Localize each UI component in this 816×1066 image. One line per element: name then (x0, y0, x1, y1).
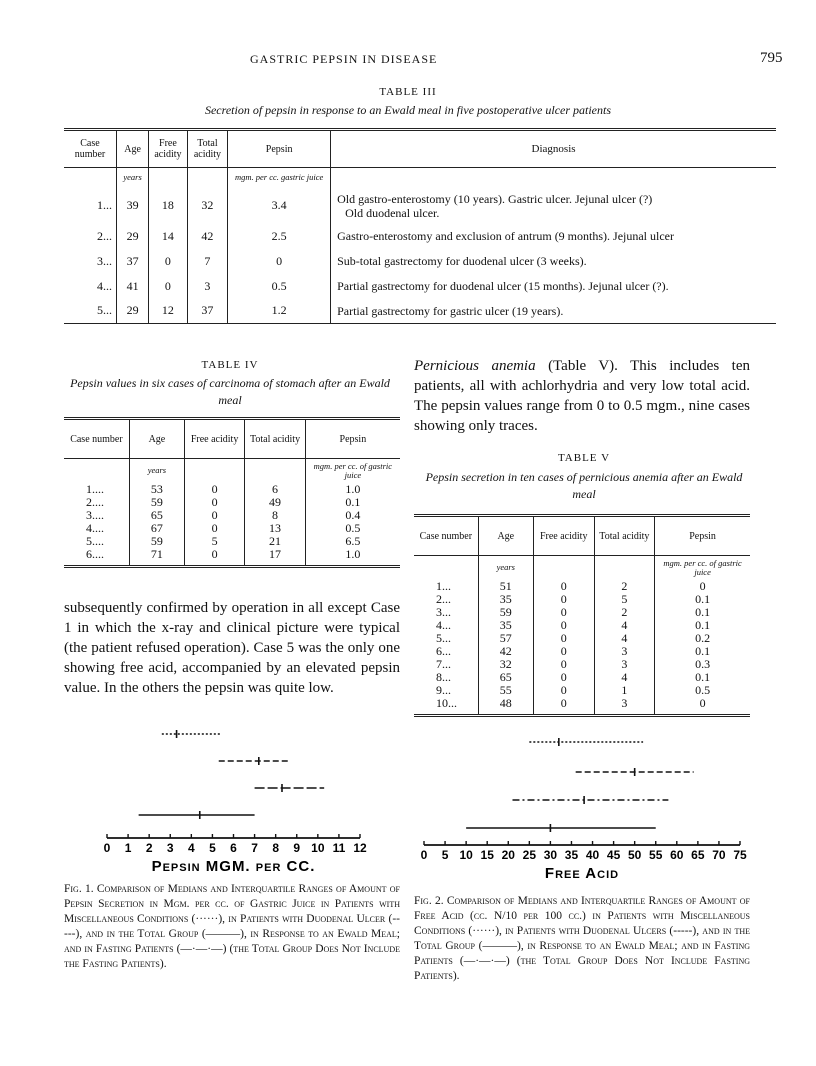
fig1-tick-label: 4 (187, 841, 195, 855)
table4-cell-pepsin: 1.0 (345, 546, 361, 561)
table5-cell-age: 65 (478, 671, 533, 684)
table4-cell-pepsin: 0.5 (345, 520, 361, 535)
t3-cell-diagnosis (331, 274, 776, 299)
table4-cell-total: 8 (245, 509, 305, 522)
table5-row (414, 684, 750, 697)
table4-cell-total: 49 (245, 496, 305, 509)
t4-col-case: Case number (64, 419, 129, 459)
fig2-tick-label: 10 (459, 848, 473, 862)
table5-row (414, 619, 750, 632)
table5-cell-total: 4 (594, 619, 655, 632)
table4-cell-free: 0 (184, 548, 244, 561)
table5-cell-total: 4 (594, 671, 655, 684)
table5-bottom-rule (414, 710, 750, 716)
fig1-tick-label: 7 (251, 841, 258, 855)
right-paragraph-lead: Pernicious anemia (414, 358, 536, 374)
table4-cell-free: 0 (184, 496, 244, 509)
t3-cell-age: 41 (116, 274, 148, 299)
t3-cell-case: 3... (64, 249, 116, 274)
table5-cell-pepsin: 0.1 (695, 643, 711, 658)
table4-cell-total: 13 (245, 522, 305, 535)
table4-cell-pepsin: 1.0 (345, 481, 361, 496)
t3-col-pepsin: Pepsin (228, 130, 331, 168)
t4-col-total: Total acidity (245, 419, 305, 459)
t3-cell-free: 0 (149, 249, 187, 274)
t3-col-diagnosis: Diagnosis (531, 142, 576, 155)
t3-unit-pepsin: mgm. per cc. gastric juice (228, 168, 331, 188)
t3-diagnosis-line1: Partial gastrectomy for gastric ulcer (19 years). (337, 303, 564, 318)
table4-cell-free: 5 (184, 535, 244, 548)
fig1-tick-label: 6 (230, 841, 237, 855)
t5-col-pepsin: Pepsin (689, 530, 716, 542)
table4-caption: Pepsin values in six cases of carcinoma of stomach after an Ewald meal (70, 376, 390, 407)
fig2-tick-label: 40 (585, 848, 600, 862)
table5-cell-total: 3 (594, 697, 655, 710)
t3-cell-pepsin: 1.2 (228, 299, 331, 324)
t3-diagnosis-line1: Sub-total gastrectomy for duodenal ulcer (3 weeks). (337, 254, 587, 268)
table5-row (414, 658, 750, 671)
table5-cell-age: 51 (478, 580, 533, 593)
t3-cell-free: 18 (149, 188, 187, 224)
table5-caption: Pepsin secretion in ten cases of pernicious anemia after an Ewald meal (425, 470, 743, 501)
table5-cell-free: 0 (533, 580, 594, 593)
table4-cell-age: 65 (129, 509, 184, 522)
fig2-tick-label: 30 (543, 848, 558, 862)
table5-cell-free: 0 (533, 645, 594, 658)
fig2-caption: Fig. 2. Comparison of Medians and Interquartile Ranges of Amount of Free Acid (cc. N/10 per 100 cc.) in Patients with Miscellaneous Conditions (······), in Patients with Duodenal Ulcers (-----), and in the Total Group (———), in Response to an Ewald Meal; and in Fasting Patients (—·—·—) (the Total Group Does Not Include Fasting Patients). (414, 895, 750, 982)
fig1-chart (60, 720, 400, 880)
t4-col-free: Free acidity (184, 419, 244, 459)
t3-cell-pepsin: 0 (228, 249, 331, 274)
table5-cell-total: 2 (594, 606, 655, 619)
t3-cell-total: 32 (187, 188, 228, 224)
fig2-tick-label: 50 (627, 848, 642, 862)
table5-cell-age: 59 (478, 606, 533, 619)
fig2-tick-label: 45 (606, 848, 621, 862)
table4-cell-age: 67 (129, 522, 184, 535)
table5-cell-case: 2... (414, 593, 478, 606)
t3-diagnosis-line1: Old gastro-enterostomy (10 years). Gastric ulcer. Jejunal ulcer (?) (337, 191, 653, 206)
table4-row (64, 483, 400, 496)
fig1-tick-label: 8 (272, 841, 280, 855)
fig2-series-duodenal-ulcer (576, 768, 694, 776)
table5-cell-total: 5 (594, 593, 655, 606)
table5-cell-pepsin: 0.2 (695, 630, 711, 645)
table4-cell-total: 6 (245, 483, 305, 496)
fig2-tick-label: 15 (480, 848, 494, 862)
fig1-tick-label: 9 (293, 841, 301, 855)
fig1-tick-label: 5 (209, 841, 216, 855)
fig2-tick-label: 75 (733, 848, 747, 862)
table4-cell-case: 6.... (64, 548, 129, 561)
t3-col-free: Free acidity (149, 130, 187, 168)
table4-row (64, 509, 400, 522)
table5-cell-pepsin: 0.1 (695, 591, 711, 606)
t4-unit-pepsin: mgm. per cc. of gastric juice (313, 460, 393, 480)
table5-cell-pepsin: 0.1 (695, 617, 711, 632)
table5-cell-total: 3 (594, 658, 655, 671)
fig1-series-fasting-patients (139, 811, 255, 819)
fig2-tick-label: 35 (564, 848, 579, 862)
t5-unit-age: years (478, 556, 533, 580)
table5-cell-age: 35 (478, 593, 533, 606)
table5-label: TABLE V (557, 452, 611, 464)
fig1-series-duodenal-ulcer (219, 757, 289, 765)
t3-cell-case: 5... (64, 299, 116, 324)
left-paragraph: subsequently confirmed by operation in all except Case 1 in which the x-ray and clinical picture were typical (the patient refused operation). Case 5 was the only one showing free acid, accompanied by an elevated pepsin value. In the others the pepsin was quite low. (64, 600, 400, 696)
table5-cell-pepsin: 0.1 (695, 604, 711, 619)
table5-cell-age: 57 (478, 632, 533, 645)
table4-cell-pepsin: 0.1 (345, 494, 361, 509)
table5-cell-age: 32 (478, 658, 533, 671)
table5-cell-free: 0 (533, 658, 594, 671)
fig2-tick-label: 25 (522, 848, 537, 862)
table5-cell-case: 9... (414, 684, 478, 697)
page-number: 795 (760, 50, 783, 66)
table3-caption: Secretion of pepsin in response to an Ewald meal in five postoperative ulcer patients (204, 103, 612, 117)
table4-cell-case: 1.... (64, 483, 129, 496)
table4-cell-case: 5.... (64, 535, 129, 548)
table5-cell-case: 5... (414, 632, 478, 645)
t3-cell-pepsin: 2.5 (228, 224, 331, 249)
table4-cell-total: 21 (245, 535, 305, 548)
fig2-tick-label: 60 (670, 848, 684, 862)
t3-row (64, 249, 776, 274)
table5-cell-total: 4 (594, 632, 655, 645)
table4-cell-free: 0 (184, 483, 244, 496)
fig1-series-miscellaneous-conditions (162, 730, 221, 738)
fig2-tick-label: 70 (712, 848, 726, 862)
table5-row (414, 593, 750, 606)
table5-cell-free: 0 (533, 684, 594, 697)
table4-cell-case: 4.... (64, 522, 129, 535)
t3-cell-total: 7 (187, 249, 228, 274)
table4-cell-age: 59 (129, 535, 184, 548)
table4-cell-pepsin: 6.5 (345, 533, 361, 548)
table5 (414, 514, 750, 717)
t4-col-pepsin: Pepsin (339, 433, 367, 445)
table5-cell-age: 48 (478, 697, 533, 710)
t5-col-age: Age (478, 516, 533, 556)
running-header: GASTRIC PEPSIN IN DISEASE (250, 52, 438, 66)
table4-cell-age: 71 (129, 548, 184, 561)
table5-cell-free: 0 (533, 619, 594, 632)
t3-cell-pepsin: 3.4 (228, 188, 331, 224)
table4-cell-age: 59 (129, 496, 184, 509)
fig1-tick-label: 12 (353, 841, 367, 855)
table4-cell-pepsin: 0.4 (345, 507, 361, 522)
table4-row (64, 548, 400, 561)
table4-bottom-rule (64, 561, 400, 567)
right-paragraph-rest: (Table V). This includes ten patients, all with achlorhydria and very low total acid. The pepsin values range from 0 to 0.5 mgm., nine cases showing only traces. (414, 358, 750, 434)
t3-cell-age: 29 (116, 299, 148, 324)
table5-cell-pepsin: 0.3 (695, 656, 711, 671)
table4-cell-case: 2.... (64, 496, 129, 509)
table5-cell-free: 0 (533, 671, 594, 684)
t3-cell-pepsin: 0.5 (228, 274, 331, 299)
fig1-tick-label: 3 (166, 841, 174, 855)
t3-diagnosis-line1: Gastro-enterostomy and exclusion of antrum (9 months). Jejunal ulcer (337, 229, 674, 243)
table5-cell-free: 0 (533, 593, 594, 606)
fig1-x-label: Pepsin MGM. per CC. (151, 858, 316, 875)
table5-row (414, 671, 750, 684)
table5-row (414, 606, 750, 619)
t3-cell-diagnosis (331, 249, 776, 274)
fig2-tick-label: 65 (691, 848, 705, 862)
t3-cell-case: 1... (64, 188, 116, 224)
table5-cell-case: 3... (414, 606, 478, 619)
table3 (64, 128, 776, 324)
table5-cell-case: 4... (414, 619, 478, 632)
t3-row (64, 274, 776, 299)
table5-cell-pepsin: 0.1 (695, 669, 711, 684)
fig1-tick-label: 0 (103, 841, 111, 855)
table5-cell-case: 10... (414, 697, 478, 710)
table5-cell-case: 7... (414, 658, 478, 671)
t3-row (64, 299, 776, 324)
table4-row (64, 522, 400, 535)
table5-cell-total: 1 (594, 684, 655, 697)
table5-row (414, 697, 750, 710)
fig1-series-total-group (255, 784, 325, 792)
t5-col-total: Total acidity (594, 516, 655, 556)
table5-row (414, 645, 750, 658)
table4-label: TABLE IV (201, 359, 259, 371)
t5-unit-pepsin: mgm. per cc. of gastric juice (663, 557, 742, 577)
fig1-tick-label: 10 (311, 841, 325, 855)
t3-cell-free: 14 (149, 224, 187, 249)
table4-cell-age: 53 (129, 483, 184, 496)
table5-cell-total: 2 (594, 580, 655, 593)
t3-cell-total: 37 (187, 299, 228, 324)
t3-cell-diagnosis (331, 188, 776, 224)
t3-cell-total: 42 (187, 224, 228, 249)
t3-cell-diagnosis (331, 299, 776, 324)
t3-col-total: Total acidity (187, 130, 228, 168)
table3-label: TABLE III (379, 86, 437, 98)
t5-col-case: Case number (414, 516, 478, 556)
fig2-series-miscellaneous-conditions (529, 738, 643, 746)
table5-cell-case: 8... (414, 671, 478, 684)
t3-cell-case: 4... (64, 274, 116, 299)
t4-unit-age: years (129, 459, 184, 483)
table5-cell-age: 55 (478, 684, 533, 697)
table4-row (64, 535, 400, 548)
fig1-caption: Fig. 1. Comparison of Medians and Interquartile Ranges of Amount of Pepsin Secretion in Mgm. per cc. of Gastric Juice in Patients with Miscellaneous Conditions (······), in Patients with Duodenal Ulcer (-----), and in the Total Group (———), in Response to an Ewald Meal; and in Fasting Patients (—·—·—) (the Total Group Does Not Include the Fasting Patients). (64, 883, 400, 970)
fig1-tick-label: 2 (145, 841, 153, 855)
table5-cell-case: 1... (414, 580, 478, 593)
table4 (64, 417, 400, 568)
t5-col-free: Free acidity (533, 516, 594, 556)
table5-row (414, 580, 750, 593)
table5-cell-age: 42 (478, 645, 533, 658)
t3-cell-free: 12 (149, 299, 187, 324)
table5-cell-free: 0 (533, 606, 594, 619)
t3-cell-diagnosis (331, 224, 776, 249)
table5-row (414, 632, 750, 645)
table5-cell-case: 6... (414, 645, 478, 658)
table5-cell-total: 3 (594, 645, 655, 658)
fig2-series-total-group (512, 796, 668, 804)
fig1-tick-label: 1 (124, 841, 132, 855)
fig2-tick-label: 0 (420, 848, 428, 862)
fig2-series-fasting-patients (466, 824, 656, 832)
fig2-x-label: Free Acid (544, 865, 620, 882)
t3-cell-age: 37 (116, 249, 148, 274)
table5-cell-pepsin: 0.5 (695, 682, 711, 697)
table5-cell-free: 0 (533, 697, 594, 710)
t3-cell-age: 29 (116, 224, 148, 249)
fig2-tick-label: 20 (501, 848, 515, 862)
fig2-chart (410, 730, 760, 892)
t3-cell-case: 2... (64, 224, 116, 249)
table4-row (64, 496, 400, 509)
table5-cell-age: 35 (478, 619, 533, 632)
t3-cell-free: 0 (149, 274, 187, 299)
table4-cell-free: 0 (184, 509, 244, 522)
t3-cell-total: 3 (187, 274, 228, 299)
t3-unit-age: years (116, 168, 148, 188)
table5-cell-pepsin: 0 (699, 578, 706, 593)
t3-diagnosis-line1: Partial gastrectomy for duodenal ulcer (15 months). Jejunal ulcer (?). (337, 279, 669, 293)
t3-row (64, 224, 776, 249)
fig1-tick-label: 11 (332, 841, 346, 855)
t3-cell-age: 39 (116, 188, 148, 224)
table4-cell-free: 0 (184, 522, 244, 535)
t3-col-age: Age (116, 130, 148, 168)
fig2-tick-label: 5 (441, 848, 449, 862)
table4-cell-total: 17 (245, 548, 305, 561)
table5-cell-free: 0 (533, 632, 594, 645)
right-paragraph (414, 356, 750, 436)
fig2-tick-label: 55 (649, 848, 663, 862)
t4-col-age: Age (129, 419, 184, 459)
t3-col-case: Case number (64, 130, 116, 168)
t3-row (64, 188, 776, 224)
table4-cell-case: 3.... (64, 509, 129, 522)
table5-cell-pepsin: 0 (699, 695, 706, 710)
t3-diagnosis-line2: Old duodenal ulcer. (345, 205, 440, 220)
